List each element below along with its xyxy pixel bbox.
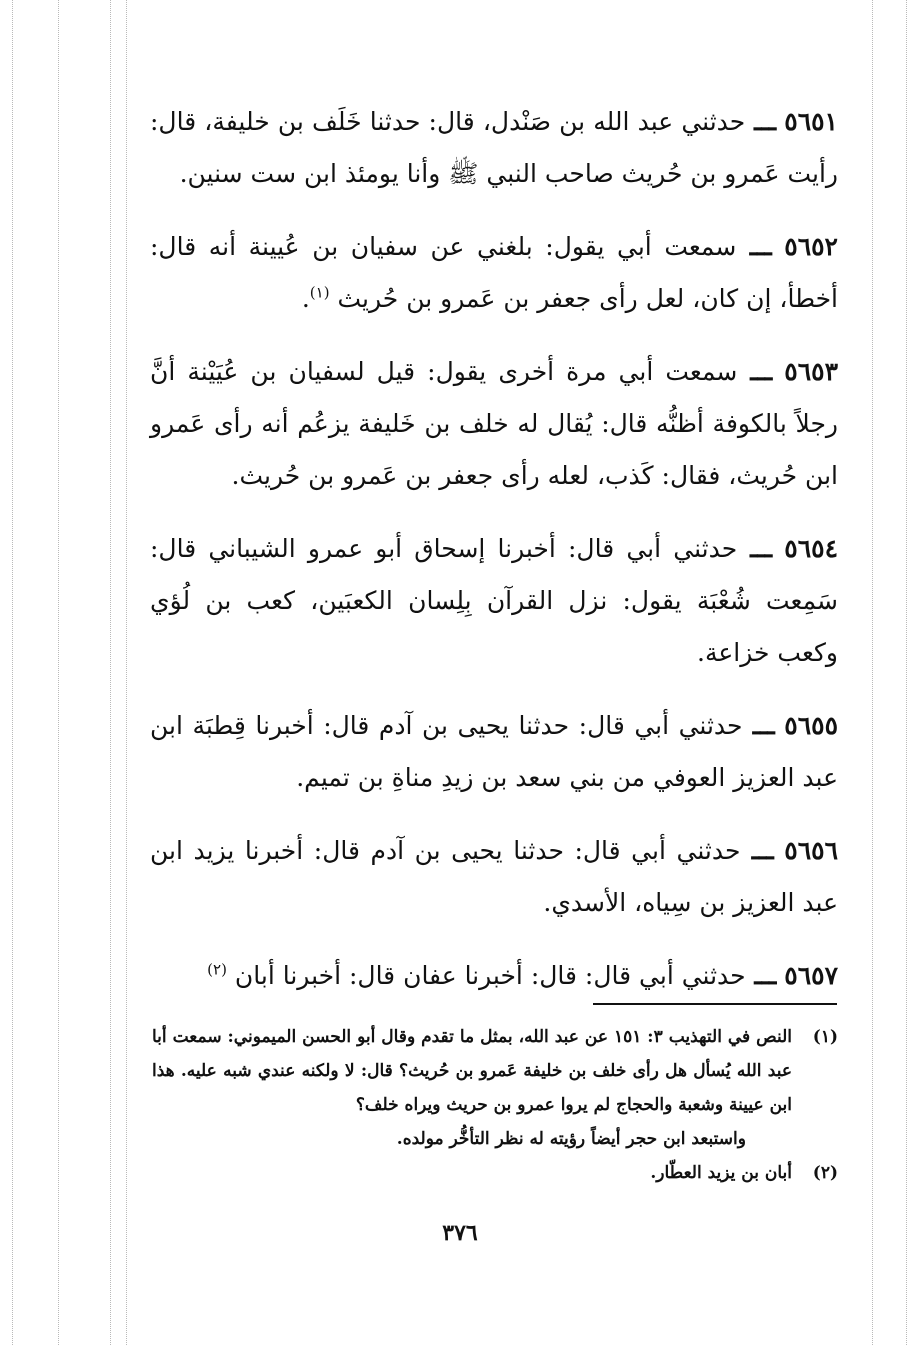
entry-number: ٥٦٥٢: [784, 232, 838, 261]
entry-text: سمعت أبي مرة أخرى يقول: قيل لسفيان بن عُيَيْنة أنَّ رجلاً بالكوفة أظنُّه قال: يُقال له خلف بن خَليفة يزعُم أنه رأى عَمرو ابن حُريث، فقال: كَذب، لعله رأى جعفر بن عَمرو بن حُريث.: [150, 357, 838, 490]
scan-line: [58, 0, 59, 1345]
entry-dash: ـــ: [742, 711, 775, 740]
entry-text: حدثني عبد الله بن صَنْدل، قال: حدثنا خَلَف بن خليفة، قال: رأيت عَمرو بن حُريث صاحب النبي ﷺ وأنا يومئذ ابن ست سنين.: [150, 107, 838, 188]
entry-number: ٥٦٥١: [784, 107, 838, 136]
footnotes: [152, 1020, 838, 1190]
footnote-text: [152, 1156, 792, 1190]
entry-tail: .: [301, 284, 310, 313]
footnote-item: [152, 1156, 838, 1190]
entry-dash: ـــ: [737, 534, 773, 563]
entry-number: ٥٦٥٤: [784, 534, 838, 563]
footnote-item: [152, 1020, 838, 1156]
footnote-separator: [593, 1003, 837, 1005]
hadith-entry: [150, 950, 838, 1002]
footnote-text: [152, 1020, 792, 1156]
entry-dash: ـــ: [736, 232, 772, 261]
entry-number: ٥٦٥٧: [784, 961, 838, 990]
entry-dash: ـــ: [745, 107, 777, 136]
footnote-line: أبان بن يزيد العطّار.: [650, 1163, 792, 1183]
footnote-line: واستبعد ابن حجر أيضاً رؤيته له نظر التأخُّر مولده.: [396, 1129, 746, 1149]
entry-text: حدثني أبي قال: حدثنا يحيى بن آدم قال: أخبرنا يزيد ابن عبد العزيز بن سِياه، الأسدي.: [150, 836, 838, 917]
scan-line: [872, 0, 873, 1345]
scan-line: [126, 0, 127, 1345]
entry-dash: ـــ: [737, 357, 773, 386]
scan-line: [906, 0, 907, 1345]
hadith-entry: [150, 825, 838, 929]
entry-text: حدثني أبي قال: حدثنا يحيى بن آدم قال: أخبرنا قِطبَة ابن عبد العزيز العوفي من بني سعد بن زيدِ مناةِ بن تميم.: [150, 711, 838, 792]
entry-text: حدثني أبي قال: قال: أخبرنا عفان قال: أخبرنا أبان: [234, 961, 746, 990]
scan-line: [110, 0, 111, 1345]
hadith-entry: [150, 523, 838, 679]
entry-dash: ـــ: [740, 836, 774, 865]
entry-text: حدثني أبي قال: أخبرنا إسحاق أبو عمرو الشيباني قال: سَمِعت شُعْبَة يقول: نزل القرآن بِلِسان الكعبَين، كعب بن لُؤي وكعب خزاعة.: [150, 534, 838, 667]
footnote-marker: (١): [309, 283, 330, 302]
entry-text: سمعت أبي يقول: بلغني عن سفيان بن عُيينة أنه قال: أخطأ، إن كان، لعل رأى جعفر بن عَمرو بن حُريث: [150, 232, 838, 313]
main-text: [150, 96, 838, 1023]
footnote-number: (١): [812, 1027, 838, 1047]
scan-line: [12, 0, 13, 1345]
hadith-entry: [150, 346, 838, 502]
page-number: ٣٧٦: [442, 1220, 478, 1246]
hadith-entry: [150, 221, 838, 325]
hadith-entry: [150, 96, 838, 200]
entry-number: ٥٦٥٦: [784, 836, 838, 865]
entry-number: ٥٦٥٣: [784, 357, 838, 386]
entry-number: ٥٦٥٥: [784, 711, 838, 740]
entry-dash: ـــ: [745, 961, 777, 990]
footnote-marker: (٢): [207, 960, 227, 979]
hadith-entry: [150, 700, 838, 804]
footnote-line: النص في التهذيب ٣: ١٥١ عن عبد الله، بمثل ما تقدم وقال أبو الحسن الميموني: سمعت أبا عبد الله يُسأل هل رأى خلف بن خليفة عَمرو بن حُريث؟ قال: لا ولكنه عندي شبه عليه. هذا ابن عيينة وشعبة والحجاج لم يروا عمرو بن حريث ويراه خلف؟: [152, 1027, 792, 1115]
footnote-number: (٢): [812, 1163, 838, 1183]
